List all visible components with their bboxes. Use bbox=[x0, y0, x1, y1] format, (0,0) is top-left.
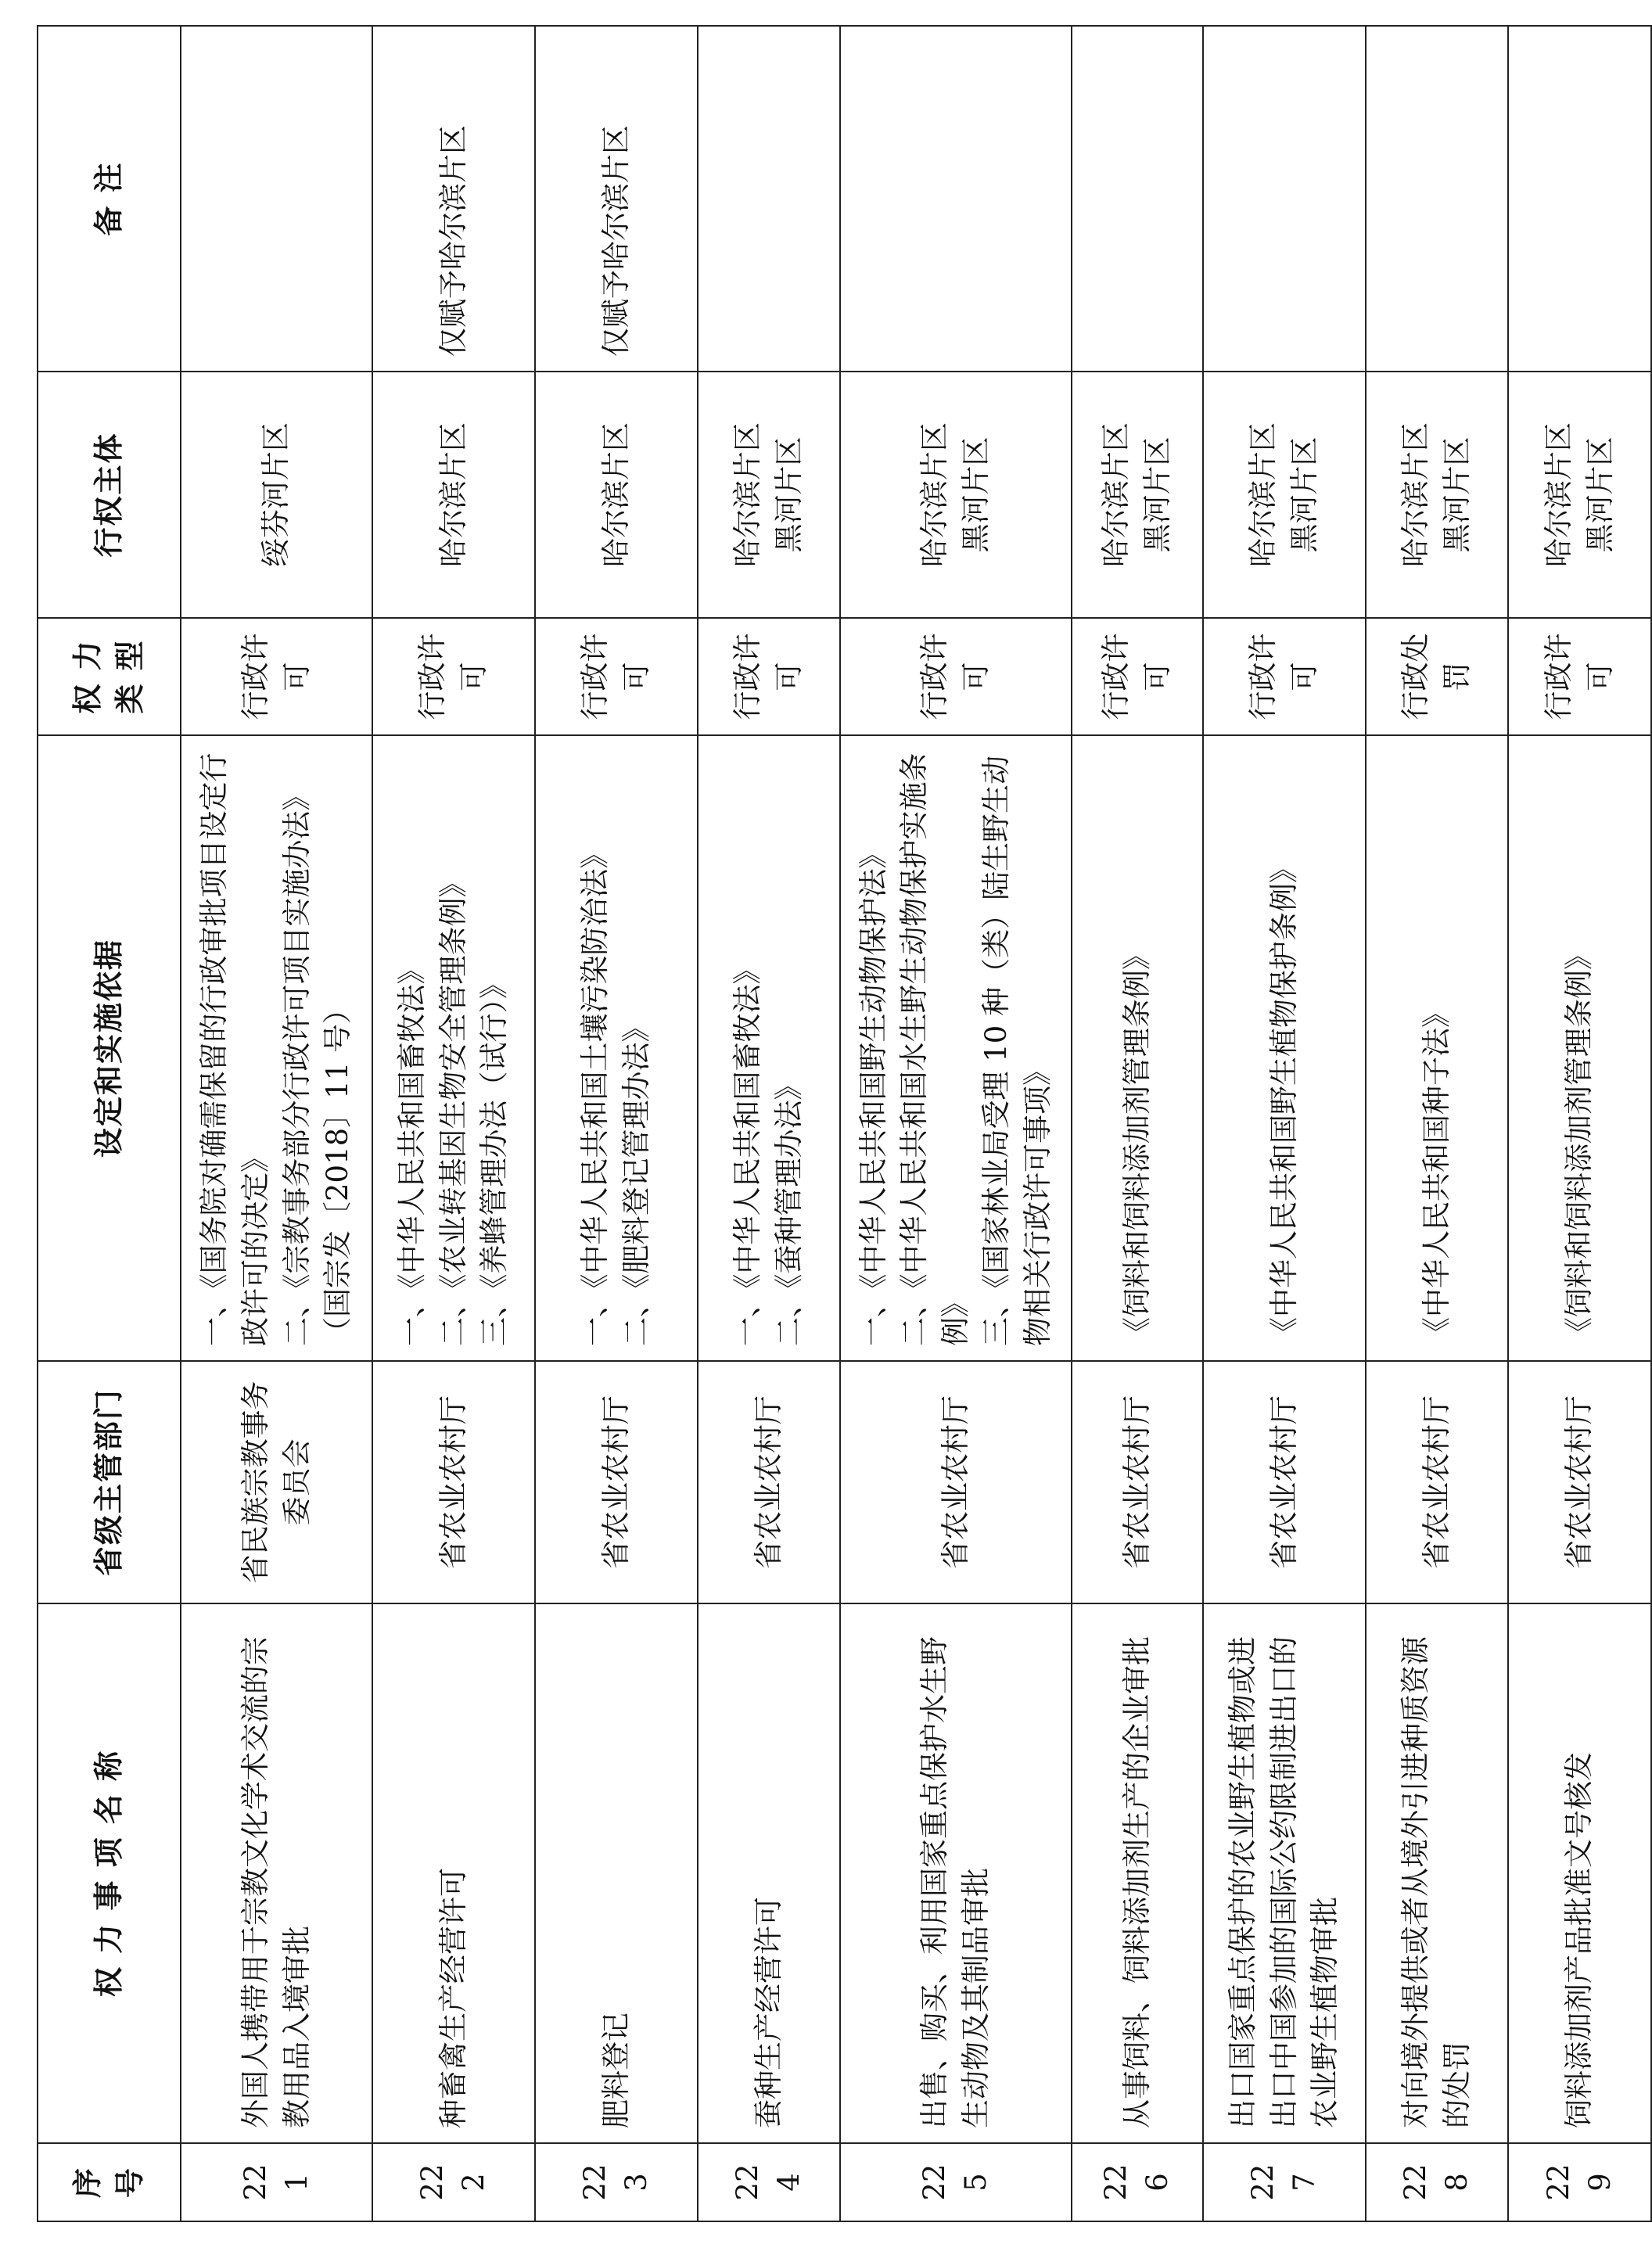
row-type: 行政处罚 bbox=[1366, 618, 1508, 735]
row-type: 行政许可 bbox=[372, 618, 535, 735]
row-remark bbox=[181, 26, 372, 372]
subject-line: 黑河片区 bbox=[1582, 436, 1617, 553]
row-subject bbox=[372, 372, 535, 618]
row-remark bbox=[1366, 26, 1508, 372]
row-dept: 省农业农村厅 bbox=[1072, 1361, 1203, 1603]
basis-line: 二、《肥料登记管理办法》 bbox=[620, 1013, 653, 1346]
row-type: 行政许可 bbox=[181, 618, 372, 735]
header-basis: 设定和实施依据 bbox=[38, 735, 181, 1361]
row-remark bbox=[840, 26, 1072, 372]
row-dept: 省农业农村厅 bbox=[1203, 1361, 1366, 1603]
subject-line: 哈尔滨片区 bbox=[436, 422, 470, 567]
row-dept: 省农业农村厅 bbox=[1508, 1361, 1651, 1603]
row-subject bbox=[840, 372, 1072, 618]
row-basis bbox=[840, 735, 1072, 1361]
table-row bbox=[698, 26, 840, 2221]
subject-line: 哈尔滨片区 bbox=[1246, 422, 1280, 567]
row-seq: 222 bbox=[372, 2143, 535, 2221]
subject-line: 哈尔滨片区 bbox=[1399, 422, 1433, 567]
row-name: 饲料添加剂产品批准文号核发 bbox=[1508, 1603, 1651, 2143]
row-seq: 223 bbox=[535, 2143, 698, 2221]
basis-line: 《中华人民共和国野生植物保护条例》 bbox=[1266, 854, 1301, 1346]
subject-line: 黑河片区 bbox=[1287, 436, 1321, 553]
row-dept: 省农业农村厅 bbox=[1366, 1361, 1508, 1603]
row-seq: 227 bbox=[1203, 2143, 1366, 2221]
row-remark: 仅赋予哈尔滨片区 bbox=[372, 26, 535, 372]
row-remark bbox=[1508, 26, 1651, 372]
subject-line: 哈尔滨片区 bbox=[918, 422, 952, 567]
header-row bbox=[38, 26, 181, 2221]
basis-line: 《饲料和饲料添加剂管理条例》 bbox=[1562, 941, 1596, 1346]
row-seq: 221 bbox=[181, 2143, 372, 2221]
header-dept: 省级主管部门 bbox=[38, 1361, 181, 1603]
row-basis bbox=[1203, 735, 1366, 1361]
table-row bbox=[372, 26, 535, 2221]
subject-line: 哈尔滨片区 bbox=[1541, 422, 1575, 567]
basis-line: 三、《养蜂管理办法（试行）》 bbox=[477, 970, 512, 1346]
basis-line: 《中华人民共和国种子法》 bbox=[1419, 999, 1453, 1346]
row-subject bbox=[535, 372, 698, 618]
basis-line: 二、《中华人民共和国水生野生动物保护实施条例》 bbox=[897, 752, 972, 1346]
table-body bbox=[181, 26, 1651, 2221]
subject-line: 绥芬河片区 bbox=[259, 422, 293, 567]
basis-line: 三、《国家林业局受理 10 种（类）陆生野生动物相关行政许可事项》 bbox=[979, 755, 1054, 1346]
basis-line: 一、《国务院对确需保留的行政审批项目设定行政许可的决定》 bbox=[197, 752, 272, 1346]
row-name: 外国人携带用于宗教文化学术交流的宗教用品入境审批 bbox=[181, 1603, 372, 2143]
header-name: 权 力 事 项 名 称 bbox=[38, 1603, 181, 2143]
header-type: 权 力 类 型 bbox=[38, 618, 181, 735]
row-basis bbox=[1072, 735, 1203, 1361]
subject-line: 黑河片区 bbox=[959, 436, 993, 553]
row-type: 行政许可 bbox=[1203, 618, 1366, 735]
row-type: 行政许可 bbox=[840, 618, 1072, 735]
subject-line: 黑河片区 bbox=[1440, 436, 1474, 553]
row-remark: 仅赋予哈尔滨片区 bbox=[535, 26, 698, 372]
header-remark: 备 注 bbox=[38, 26, 181, 372]
row-seq: 226 bbox=[1072, 2143, 1203, 2221]
header-subject: 行权主体 bbox=[38, 372, 181, 618]
row-dept: 省农业农村厅 bbox=[535, 1361, 698, 1603]
row-seq: 229 bbox=[1508, 2143, 1651, 2221]
row-basis bbox=[535, 735, 698, 1361]
row-subject bbox=[181, 372, 372, 618]
basis-line: 二、《蚕种管理办法》 bbox=[772, 1071, 806, 1346]
table-row bbox=[1203, 26, 1366, 2221]
row-dept: 省民族宗教事务委员会 bbox=[181, 1361, 372, 1603]
basis-line: 一、《中华人民共和国畜牧法》 bbox=[395, 955, 429, 1346]
header-seq: 序 号 bbox=[38, 2143, 181, 2221]
row-subject bbox=[1203, 372, 1366, 618]
row-remark bbox=[1072, 26, 1203, 372]
subject-line: 黑河片区 bbox=[772, 436, 806, 553]
row-basis bbox=[698, 735, 840, 1361]
row-subject bbox=[698, 372, 840, 618]
row-remark bbox=[1203, 26, 1366, 372]
table-row bbox=[181, 26, 372, 2221]
row-dept: 省农业农村厅 bbox=[840, 1361, 1072, 1603]
subject-line: 哈尔滨片区 bbox=[731, 422, 765, 567]
basis-line: 一、《中华人民共和国土壤污染防治法》 bbox=[578, 839, 612, 1346]
row-seq: 225 bbox=[840, 2143, 1072, 2221]
basis-line: 一、《中华人民共和国野生动物保护法》 bbox=[856, 839, 890, 1346]
row-dept: 省农业农村厅 bbox=[698, 1361, 840, 1603]
table-row bbox=[1508, 26, 1651, 2221]
row-seq: 224 bbox=[698, 2143, 840, 2221]
basis-line: 二、《宗教事务部分行政许可项目实施办法》（国宗发〔2018〕11 号） bbox=[279, 781, 355, 1346]
basis-line: 《饲料和饲料添加剂管理条例》 bbox=[1119, 941, 1154, 1346]
row-subject bbox=[1072, 372, 1203, 618]
table-row bbox=[1366, 26, 1508, 2221]
subject-line: 哈尔滨片区 bbox=[1099, 422, 1133, 567]
row-name: 从事饲料、饲料添加剂生产的企业审批 bbox=[1072, 1603, 1203, 2143]
row-subject bbox=[1366, 372, 1508, 618]
row-type: 行政许可 bbox=[535, 618, 698, 735]
basis-line: 一、《中华人民共和国畜牧法》 bbox=[731, 955, 765, 1346]
row-dept: 省农业农村厅 bbox=[372, 1361, 535, 1603]
row-name: 对向境外提供或者从境外引进种质资源的处罚 bbox=[1366, 1603, 1508, 2143]
row-name: 出口国家重点保护的农业野生植物或进出口中国参加的国际公约限制进出口的农业野生植物审批 bbox=[1203, 1603, 1366, 2143]
row-type: 行政许可 bbox=[1508, 618, 1651, 735]
row-type: 行政许可 bbox=[1072, 618, 1203, 735]
table-row bbox=[1072, 26, 1203, 2221]
subject-line: 黑河片区 bbox=[1140, 436, 1174, 553]
row-basis bbox=[181, 735, 372, 1361]
row-remark bbox=[698, 26, 840, 372]
table-row bbox=[840, 26, 1072, 2221]
table-row bbox=[535, 26, 698, 2221]
row-basis bbox=[372, 735, 535, 1361]
basis-line: 二、《农业转基因生物安全管理条例》 bbox=[436, 868, 470, 1346]
subject-line: 哈尔滨片区 bbox=[598, 422, 633, 567]
row-name: 出售、购买、利用国家重点保护水生野生动物及其制品审批 bbox=[840, 1603, 1072, 2143]
row-basis bbox=[1366, 735, 1508, 1361]
row-type: 行政许可 bbox=[698, 618, 840, 735]
row-name: 种畜禽生产经营许可 bbox=[372, 1603, 535, 2143]
row-name: 肥料登记 bbox=[535, 1603, 698, 2143]
power-items-table bbox=[37, 25, 1652, 2222]
row-name: 蚕种生产经营许可 bbox=[698, 1603, 840, 2143]
row-subject bbox=[1508, 372, 1651, 618]
row-basis bbox=[1508, 735, 1651, 1361]
row-seq: 228 bbox=[1366, 2143, 1508, 2221]
